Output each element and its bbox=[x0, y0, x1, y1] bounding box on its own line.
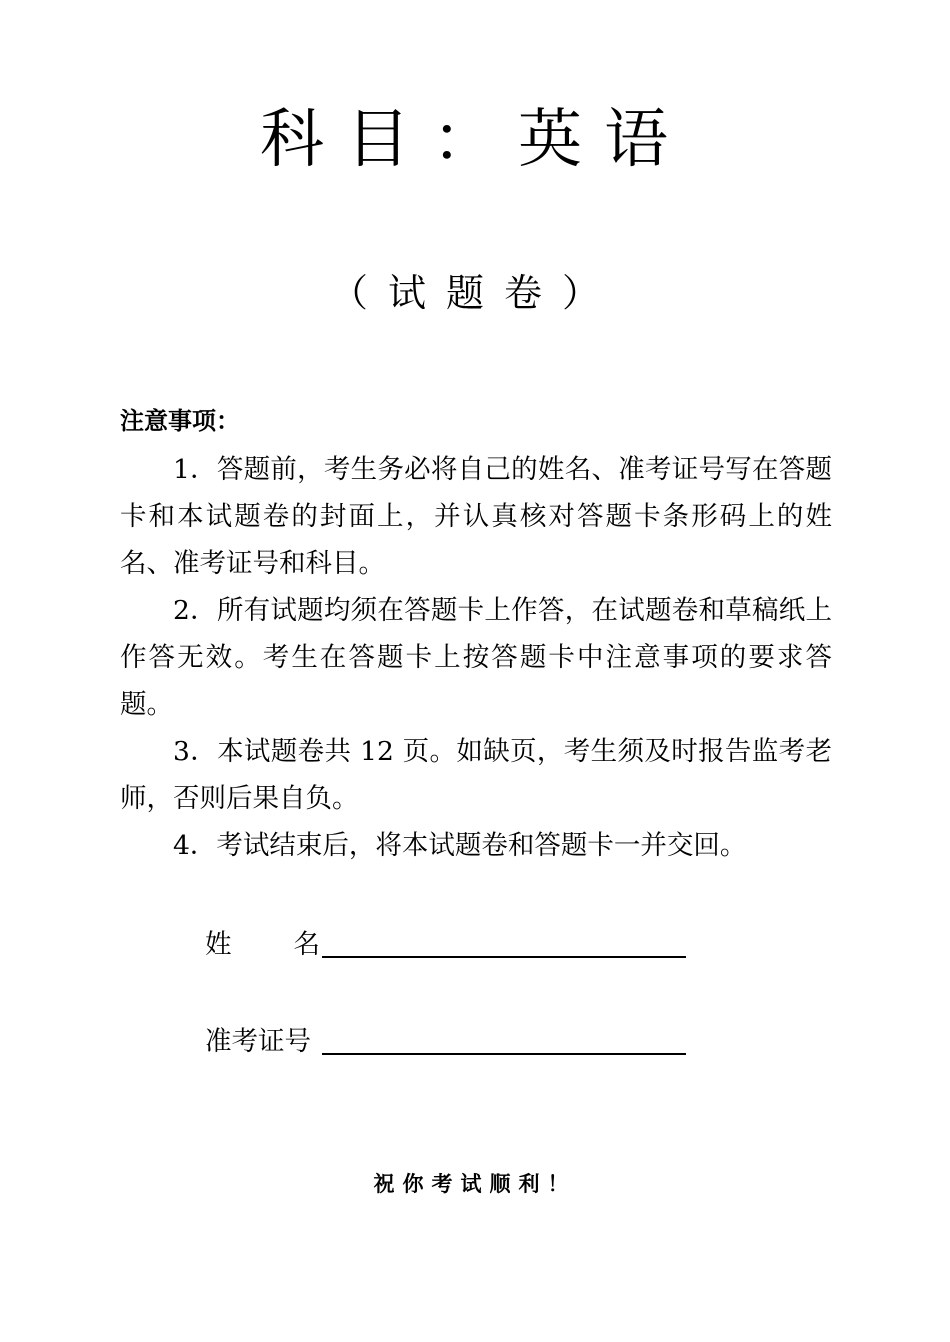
exam-id-blank-line[interactable] bbox=[322, 1053, 686, 1055]
name-field bbox=[205, 925, 686, 965]
exam-id-field-label: 准考证号 bbox=[205, 1026, 311, 1057]
paper-type-label: （试题卷） bbox=[329, 271, 620, 315]
notice-item: 1．答题前，考生务必将自己的姓名、准考证号写在答题卡和本试题卷的封面上，并认真核对答题卡条形码上的姓名、准考证号和科目。 bbox=[120, 454, 832, 579]
name-field-label: 姓名 bbox=[205, 929, 382, 960]
subject-title: 科目：英语 bbox=[260, 103, 690, 177]
notice-item: 4．考试结束后，将本试题卷和答题卡一并交回。 bbox=[173, 830, 747, 861]
name-blank-line[interactable] bbox=[322, 956, 686, 958]
notice-item: 2．所有试题均须在答题卡上作答，在试题卷和草稿纸上作答无效。考生在答题卡上按答题卡中注意事项的要求答题。 bbox=[120, 595, 832, 720]
notice-heading: 注意事项： bbox=[120, 407, 240, 435]
notice-item: 3．本试题卷共 12 页。如缺页，考生须及时报告监考老师，否则后果自负。 bbox=[120, 736, 832, 814]
closing-message: 祝你考试顺利！ bbox=[373, 1172, 577, 1196]
exam-id-field bbox=[205, 1022, 686, 1062]
notice-list bbox=[120, 446, 832, 869]
